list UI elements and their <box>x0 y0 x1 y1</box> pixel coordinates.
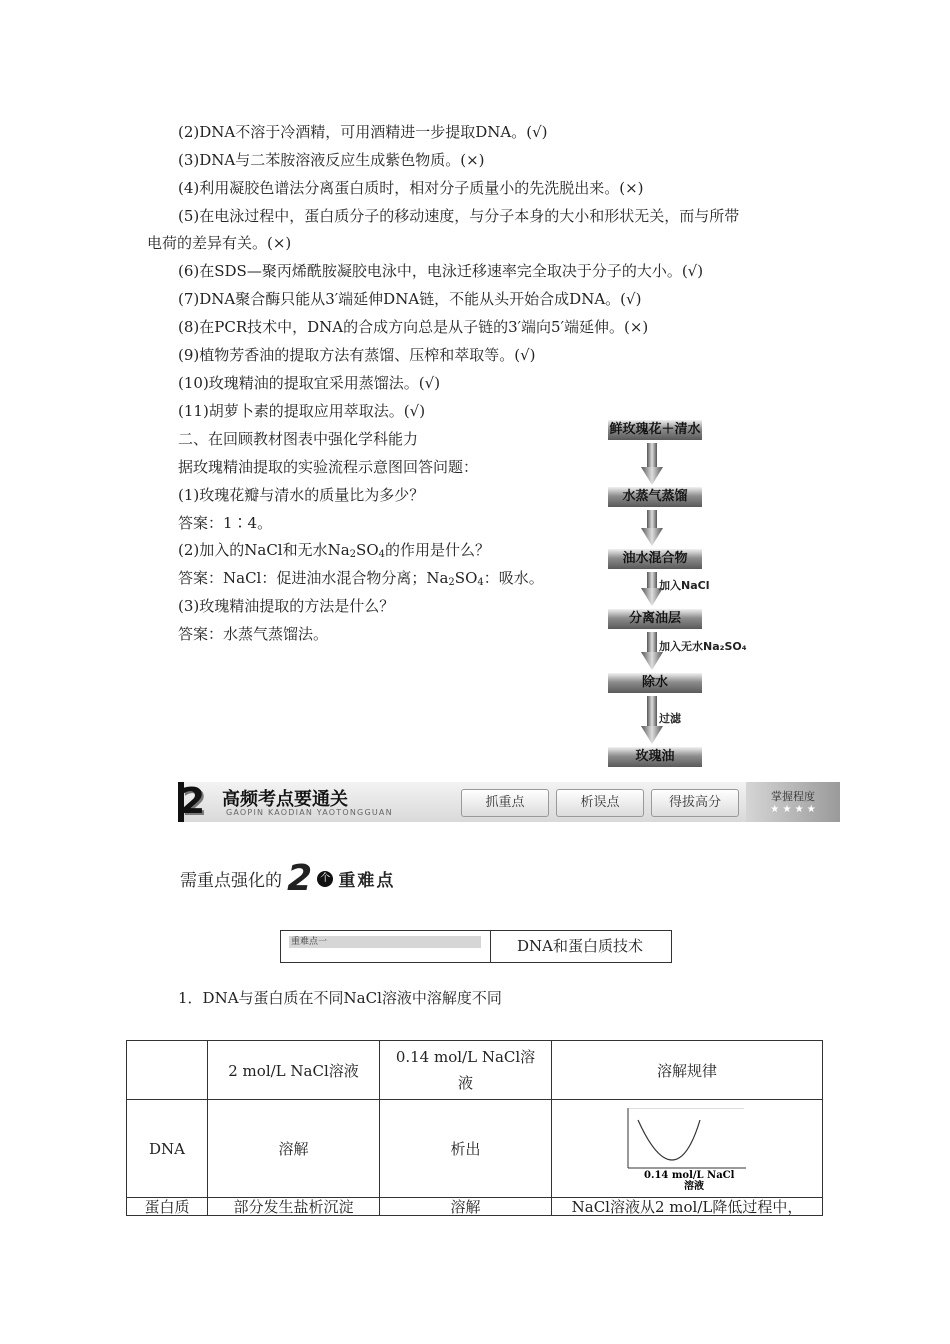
question-2: (2)加入的NaCl和无水$Na_2SO_4$的作用是什么？ <box>178 541 491 560</box>
table-header-empty <box>127 1041 208 1100</box>
arrow-down-icon <box>641 443 663 487</box>
flow-step-4: 分离油层 <box>608 609 702 629</box>
table-cell-protein-014m: 溶解 <box>380 1198 552 1216</box>
key-point-tag: 重难点一 <box>289 936 481 948</box>
arrow-down-icon <box>641 510 663 548</box>
table-cell-protein-rule: NaCl溶液从2 mol/L降低过程中， <box>552 1198 823 1216</box>
item-5: (5)在电泳过程中，蛋白质分子的移动速度，与分子本身的大小和形状无关，而与所带 <box>178 207 740 225</box>
item-2: (2)DNA不溶于冷酒精，可用酒精进一步提取DNA。(√) <box>178 123 548 141</box>
question-3: (3)玫瑰精油提取的方法是什么？ <box>178 597 395 615</box>
table-cell-protein: 蛋白质 <box>127 1198 208 1216</box>
flow-step-5: 除水 <box>608 673 702 693</box>
key-point-title: DNA和蛋白质技术 <box>517 937 643 955</box>
table-cell-dna-014m: 析出 <box>380 1100 552 1198</box>
mastery-label: 掌握程度 <box>771 790 815 803</box>
mastery-stars: ★ ★ ★ ★ <box>770 804 816 815</box>
solubility-table <box>126 1040 823 1216</box>
item-7: (7)DNA聚合酶只能从3′端延伸DNA链，不能从头开始合成DNA。(√) <box>178 290 642 308</box>
item-6: (6)在SDS—聚丙烯酰胺凝胶电泳中，电泳迁移速率完全取决于分子的大小。(√) <box>178 262 704 280</box>
mastery-level <box>746 782 840 822</box>
banner-title: 高频考点要通关 <box>222 789 348 810</box>
section-banner <box>178 782 840 822</box>
section2-intro: 据玫瑰精油提取的实验流程示意图回答问题： <box>178 458 479 476</box>
flow-label-nacl: 加入NaCl <box>659 579 710 592</box>
item-8: (8)在PCR技术中，DNA的合成方向总是从子链的3′端向5′端延伸。(×) <box>178 318 649 336</box>
key-point-box <box>280 930 672 963</box>
table-cell-dna-2m: 溶解 <box>208 1100 380 1198</box>
banner-subtitle: GAOPIN KAODIAN YAOTONGGUAN <box>226 808 393 817</box>
answer-3: 答案：水蒸气蒸馏法。 <box>178 625 329 643</box>
error-analysis-button[interactable]: 析误点 <box>556 789 644 817</box>
item-11: (11)胡萝卜素的提取应用萃取法。(√) <box>178 402 426 420</box>
flow-label-na2so4: 加入无水Na₂SO₄ <box>659 640 747 653</box>
answer-2: 答案：NaCl：促进油水混合物分离；$Na_2SO_4$：吸水。 <box>178 569 544 588</box>
flow-step-2: 水蒸气蒸馏 <box>608 487 702 507</box>
table-header-rule: 溶解规律 <box>552 1041 823 1100</box>
key-heading: 需重点强化的 2 个 重难点 <box>180 858 396 899</box>
curve-label-1: 0.14 mol/L NaCl <box>644 1169 735 1181</box>
table-header-2m: 2 mol/L NaCl溶液 <box>208 1041 380 1100</box>
item-9: (9)植物芳香油的提取方法有蒸馏、压榨和萃取等。(√) <box>178 346 536 364</box>
solubility-curve <box>624 1108 764 1190</box>
item-5-cont: 电荷的差异有关。(×) <box>147 234 292 252</box>
question-1: (1)玫瑰花瓣与清水的质量比为多少？ <box>178 486 425 504</box>
point-1: 1．DNA与蛋白质在不同NaCl溶液中溶解度不同 <box>178 989 502 1007</box>
key-points-button[interactable]: 抓重点 <box>461 789 549 817</box>
high-score-button[interactable]: 得拔高分 <box>651 789 739 817</box>
table-cell-dna: DNA <box>127 1100 208 1198</box>
flow-step-3: 油水混合物 <box>608 549 702 569</box>
table-cell-protein-2m: 部分发生盐析沉淀 <box>208 1198 380 1216</box>
banner-number: 2 <box>180 781 206 822</box>
table-header-014m: 0.14 mol/L NaCl溶 液 <box>380 1041 552 1100</box>
flow-label-filter: 过滤 <box>659 712 681 725</box>
item-10: (10)玫瑰精油的提取宜采用蒸馏法。(√) <box>178 374 441 392</box>
answer-1: 答案：1∶4。 <box>178 514 273 532</box>
curve-label-2: 溶液 <box>684 1180 704 1190</box>
item-4: (4)利用凝胶色谱法分离蛋白质时，相对分子质量小的先洗脱出来。(×) <box>178 179 644 197</box>
item-3: (3)DNA与二苯胺溶液反应生成紫色物质。(×) <box>178 151 485 169</box>
flow-step-1: 鲜玫瑰花＋清水 <box>608 420 702 440</box>
section2-heading: 二、在回顾教材图表中强化学科能力 <box>178 430 419 448</box>
flow-step-6: 玫瑰油 <box>608 747 702 767</box>
table-cell-dna-curve <box>552 1100 823 1198</box>
